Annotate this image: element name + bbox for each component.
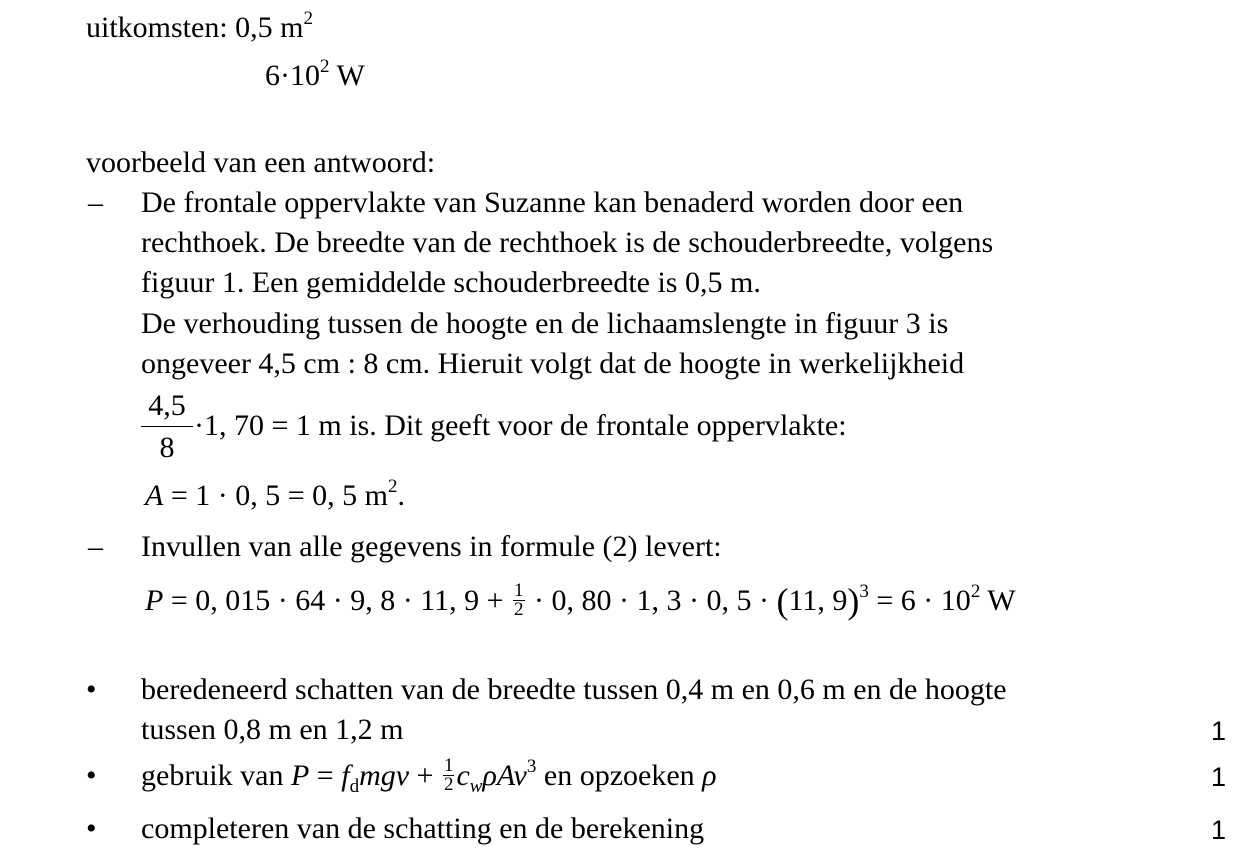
example-line: De frontale oppervlakte van Suzanne kan benaderd worden door een bbox=[141, 186, 964, 219]
half-fraction: $\frac{1}{2}$ bbox=[514, 579, 524, 620]
uitkomsten-label: uitkomsten: bbox=[86, 11, 228, 44]
scoring-line: completeren van de schatting en de berekening bbox=[141, 812, 705, 845]
half-fraction: $\frac{1}{2}$ bbox=[443, 754, 454, 795]
bullet-marker: • bbox=[86, 759, 97, 792]
power-calculation: P = 0, 015 · 64 · 9, 8 · 11, 9 + $\frac{1}{2}$ · 0, 80 · 1, 3 · 0, 5 · (11, $9)^3 = 6 \cdot 10^2$ W bbox=[145, 579, 1016, 621]
height-fraction bbox=[141, 386, 193, 467]
example-line: rechthoek. De breedte van de rechthoek is de schouderbreedte, volgens bbox=[141, 226, 994, 259]
scoring-line: tussen 0,8 m en 1,2 m bbox=[141, 713, 404, 746]
example-line: De verhouding tussen de hoogte en de lichaamslengte in figuur 3 is bbox=[141, 307, 949, 340]
scoring-formula-line: gebruik van $P = f_dmgv$ + $\frac{1}{2}$ $c_w\rho Av^3$ en opzoeken ρ bbox=[141, 754, 717, 797]
result-area: 0,5 $m^2$ bbox=[235, 8, 314, 44]
bullet-marker: • bbox=[86, 673, 97, 706]
bullet-marker: • bbox=[86, 812, 97, 845]
scoring-line: beredeneerd schatten van de breedte tussen 0,4 m en 0,6 m en de hoogte bbox=[141, 673, 1007, 706]
fraction-denominator: 8 bbox=[159, 431, 175, 464]
score-points: 1 bbox=[1211, 815, 1227, 845]
example-heading: voorbeeld van een antwoord: bbox=[86, 146, 436, 179]
example-line: ongeveer 4,5 cm : 8 cm. Hieruit volgt dat de hoogte in werkelijkheid bbox=[141, 347, 965, 380]
score-points: 1 bbox=[1211, 716, 1227, 746]
height-calculation: ·1, 70 = 1 m is. Dit geeft voor de frontale oppervlakte: bbox=[194, 409, 847, 442]
dash-marker: – bbox=[88, 186, 103, 219]
area-calculation: A = 1 · 0, 5 = 0, 5 $m^2$. bbox=[145, 476, 405, 512]
dash-marker: – bbox=[88, 530, 103, 563]
example-line: figuur 1. Een gemiddelde schouderbreedte is 0,5 m. bbox=[141, 266, 761, 299]
uitkomsten-line bbox=[86, 8, 313, 48]
result-power: $6\cdot 10^2$ W bbox=[265, 56, 365, 92]
fraction-numerator: 4,5 bbox=[148, 389, 186, 422]
example-line: Invullen van alle gegevens in formule (2) levert: bbox=[141, 530, 722, 563]
score-points: 1 bbox=[1211, 762, 1227, 792]
